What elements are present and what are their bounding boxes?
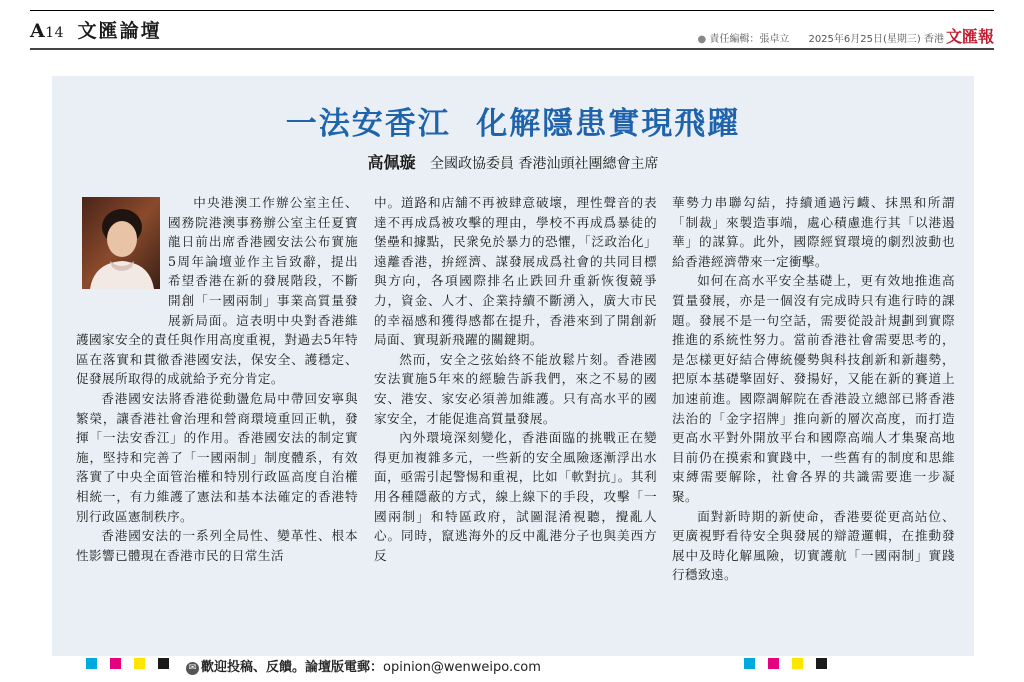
registration-mark-magenta <box>768 658 779 669</box>
paragraph: 內外環境深刻變化，香港面臨的挑戰正在變得更加複雜多元，一些新的安全風險逐漸浮出水面，亟需引起警惕和重視，比如「軟對抗」。其利用各種隱蔽的方式，線上線下的手段，攻擊「一國兩制」和特區政府，試圖混淆視聽，攪亂人心。同時，竄逃海外的反中亂港分子也與美西方反 <box>374 430 657 563</box>
paragraph: 華勢力串聯勾結，持續通過污衊、抹黑和所謂「制裁」來製造事端，處心積慮進行其「以港遏華」的謀算。此外，國際經貿環境的劇烈波動也給香港經濟帶來一定衝擊。 <box>672 195 955 269</box>
footer-contact <box>186 656 541 675</box>
masthead <box>30 16 994 44</box>
author-name: 高佩璇 <box>367 153 416 172</box>
footer-bar <box>52 656 974 675</box>
page-meta <box>697 24 994 47</box>
contact-email[interactable]: opinion@wenweipo.com <box>383 660 541 675</box>
byline <box>52 150 974 173</box>
page-number: A14 <box>30 20 65 42</box>
paragraph: 中。道路和店舖不再被肆意破壞，理性聲音的表達不再成爲被攻擊的理由，學校不再成爲暴徒的堡壘和據點，民衆免於暴力的恐懼，「泛政治化」遠離香港，拚經濟、謀發展成爲社會的共同目標與方向，各項國際排名止跌回升重新恢復競爭力，資金、人才、企業持續不斷湧入，廣大市民的幸福感和獲得感都在提升，香港來到了開創新局面、實現新飛躍的關鍵期。 <box>374 195 657 348</box>
registration-mark-cyan <box>744 658 755 669</box>
registration-mark-magenta <box>110 658 121 669</box>
article-headline: 一法安香江 化解隱患實現飛躍 <box>285 106 741 142</box>
page-header <box>30 16 162 43</box>
paragraph: 面對新時期的新使命，香港要從更高站位、更廣視野看待安全與發展的辯證邏輯，在推動發展中及時化解風險，切實護航「一國兩制」實踐行穩致遠。 <box>672 508 955 583</box>
paragraph: 香港國安法的一系列全局性、變革性、根本性影響已體現在香港市民的日常生活 <box>76 528 358 563</box>
article-panel <box>52 76 974 656</box>
paragraph: 然而，安全之弦始終不能放鬆片刻。香港國安法實施5年來的經驗告訴我們，來之不易的國安、港安、家安必須善加維護。只有高水平的國家安全，才能促進高質量發展。 <box>374 351 657 426</box>
section-title: 文匯論壇 <box>77 20 162 42</box>
registration-mark-black <box>816 658 827 669</box>
bullet-icon: ● <box>697 34 707 45</box>
footer-label: 歡迎投稿、反饋。論壇版電郵： <box>201 660 384 675</box>
registration-mark-yellow <box>792 658 803 669</box>
region-label: 香港 <box>923 34 944 45</box>
top-rule <box>30 10 994 11</box>
issue-date: 2025年6月25日(星期三) <box>808 34 921 45</box>
editor-credit: 責任編輯：張卓立 <box>709 34 790 45</box>
article-column-3 <box>672 193 955 585</box>
article-column-1 <box>76 193 358 565</box>
author-title: 全國政協委員 香港汕頭社團總會主席 <box>430 156 659 172</box>
paragraph: 香港國安法將香港從動盪危局中帶回安寧與繁榮，讓香港社會治理和營商環境重回正軌，發揮「一法安香江」的作用。香港國安法的制定實施，堅持和完善了「一國兩制」制度體系，有效落實了中央全面管治權和特別行政區高度自治權相統一，有力維護了憲法和基本法確定的香港特別行政區憲制秩序。 <box>76 390 358 524</box>
registration-mark-cyan <box>86 658 97 669</box>
article-column-2 <box>374 193 657 565</box>
registration-mark-black <box>158 658 169 669</box>
paragraph: 如何在高水平安全基礎上，更有效地推進高質量發展，亦是一個沒有完成時只有進行時的課題。發展不是一句空話，需要從設計規劃到實際推進的系統性努力。當前香港社會需要思考的，是怎樣更好結合傳統優勢與科技創新和新趨勢，把原本基礎擎固好、發揚好，又能在新的賽道上加速前進。國際調解院在香港設立總部已將香港法治的「金字招牌」推向新的層次高度，而打造更高水平對外開放平台和國際高端人才集聚高地目前仍在摸索和實踐中，一些舊有的制度和思維束縛需要解除，社會各界的共識需要進一步凝聚。 <box>672 273 955 504</box>
masthead-rule <box>30 48 994 50</box>
paragraph: 中央港澳工作辦公室主任、國務院港澳事務辦公室主任夏寶龍日前出席香港國安法公布實施5周年論壇並作主旨致辭，提出希望香港在新的發展階段，不斷開創「一國兩制」事業高質量發展新局面。這表明中央對香港維護國家安全的責任與作用高度重視，對過去5年特區在落實和貫徹香港國安法，保安全、護穩定、促發展所取得的成就給予充分肯定。 <box>76 195 358 387</box>
mail-icon: ✉ <box>186 662 199 675</box>
newspaper-logo: 文匯報 <box>945 27 994 46</box>
registration-mark-yellow <box>134 658 145 669</box>
